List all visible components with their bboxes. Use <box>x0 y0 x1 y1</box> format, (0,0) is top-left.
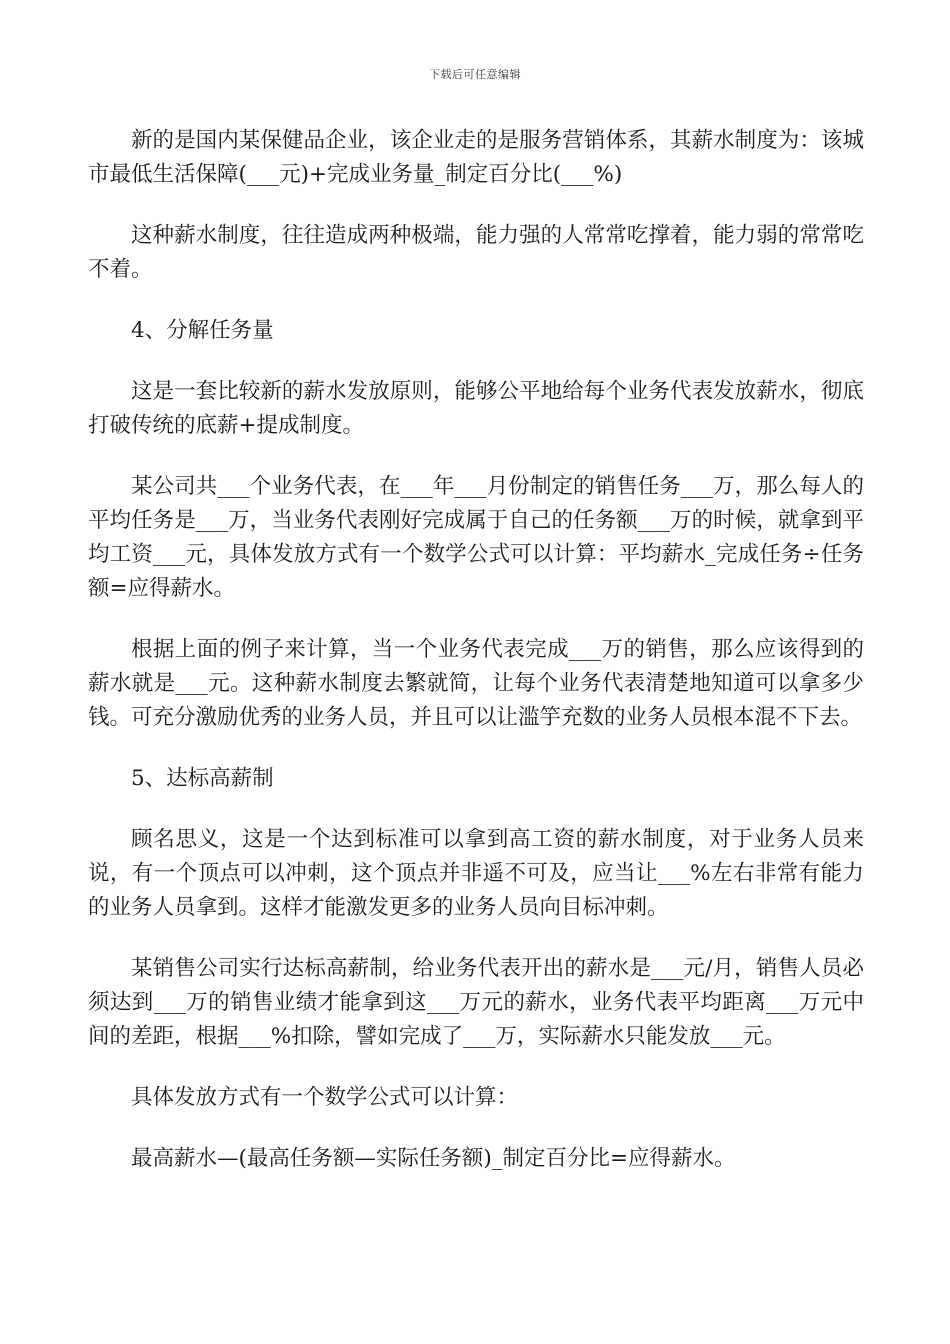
paragraph: 这种薪水制度，往往造成两种极端，能力强的人常常吃撑着，能力弱的常常吃不着。 <box>88 223 864 282</box>
paragraph: 顾名思义，这是一个达到标准可以拿到高工资的薪水制度，对于业务人员来说，有一个顶点可以冲刺，这个顶点并非遥不可及，应当让___%左右非常有能力的业务人员拿到。这样才能激发更多的业务人员向目标冲刺。 <box>88 827 864 920</box>
document-body <box>88 124 864 1176</box>
section-heading: 4、分解任务量 <box>131 318 274 343</box>
paragraph: 根据上面的例子来计算，当一个业务代表完成___万的销售，那么应该得到的薪水就是___元。这种薪水制度去繁就简，让每个业务代表清楚地知道可以拿多少钱。可充分激励优秀的业务人员，并且可以让滥竽充数的业务人员根本混不下去。 <box>88 637 864 730</box>
section-heading: 5、达标高薪制 <box>131 766 274 791</box>
formula-line: 最高薪水—(最高任务额—实际任务额)_制定百分比=应得薪水。 <box>131 1146 736 1171</box>
paragraph: 具体发放方式有一个数学公式可以计算： <box>131 1085 519 1110</box>
paragraph: 某销售公司实行达标高薪制，给业务代表开出的薪水是___元/月，销售人员必须达到___万的销售业绩才能拿到这___万元的薪水，业务代表平均距离___万元中间的差距，根据___%扣除，譬如完成了___万，实际薪水只能发放___元。 <box>88 956 864 1049</box>
paragraph: 这是一套比较新的薪水发放原则，能够公平地给每个业务代表发放薪水，彻底打破传统的底薪+提成制度。 <box>88 379 864 438</box>
page-header-note: 下载后可任意编辑 <box>429 68 521 81</box>
paragraph: 新的是国内某保健品企业，该企业走的是服务营销体系，其薪水制度为：该城市最低生活保障(___元)+完成业务量_制定百分比(___%) <box>88 128 864 187</box>
paragraph: 某公司共___个业务代表，在___年___月份制定的销售任务___万，那么每人的平均任务是___万，当业务代表刚好完成属于自己的任务额___万的时候，就拿到平均工资___元，具体发放方式有一个数学公式可以计算：平均薪水_完成任务÷任务额=应得薪水。 <box>88 474 864 601</box>
